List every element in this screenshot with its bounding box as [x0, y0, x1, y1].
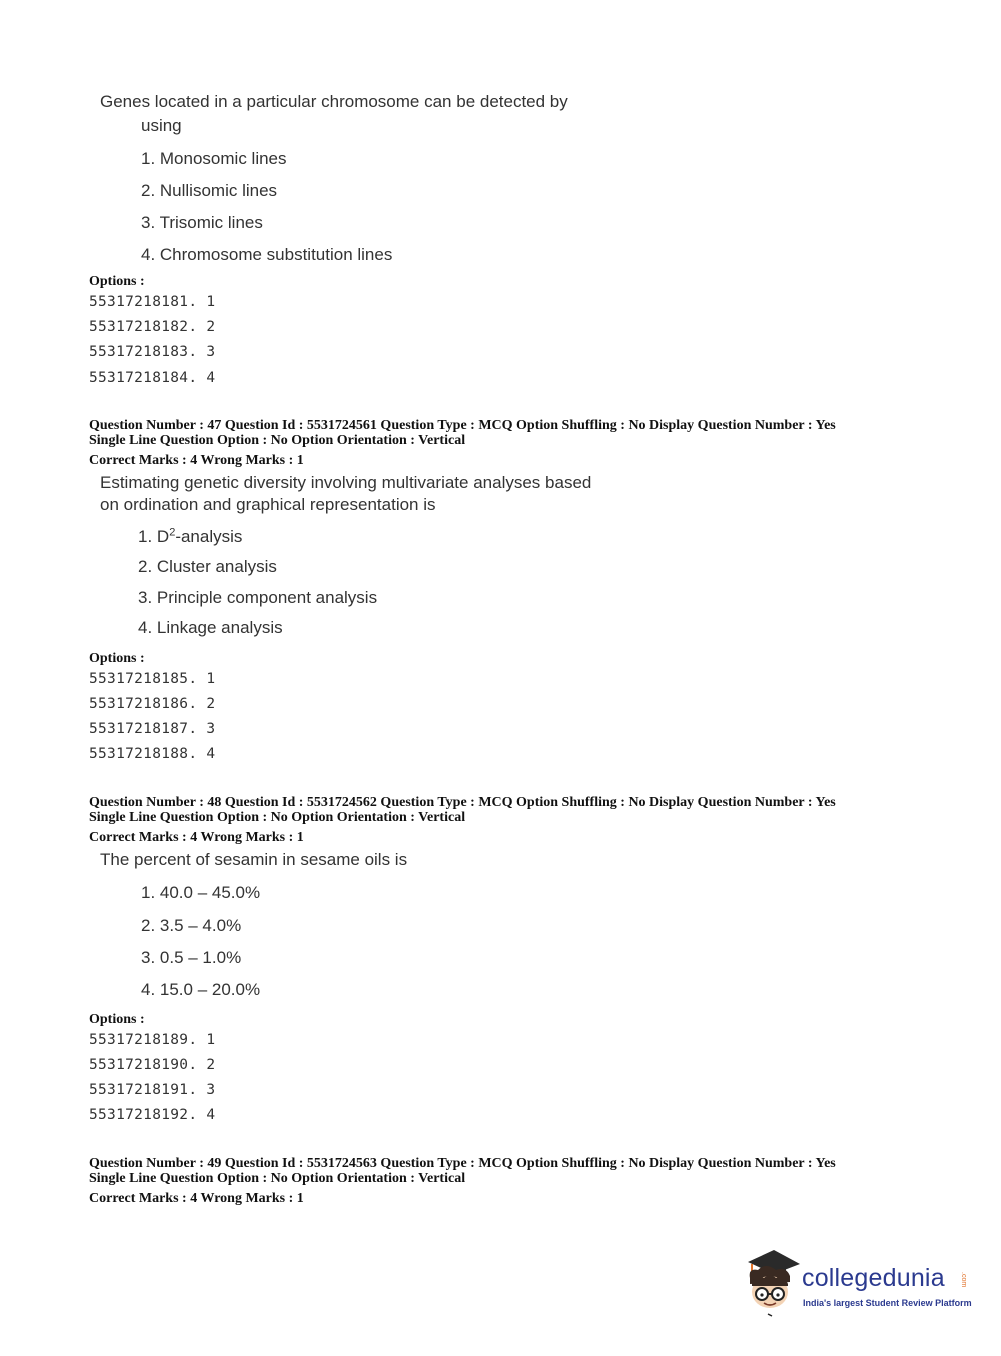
question-47-option-2: 55317218186. 2 — [89, 696, 216, 712]
question-49-meta-line2: Single Line Question Option : No Option Orientation : Vertical — [89, 1171, 466, 1186]
question-46-item-4: 4. Chromosome substitution lines — [141, 245, 393, 264]
question-46-item-1: 1. Monosomic lines — [141, 149, 287, 168]
question-47-item-1 — [138, 526, 242, 548]
mascot-icon — [742, 1248, 802, 1318]
question-47-meta-line2: Single Line Question Option : No Option Orientation : Vertical — [89, 433, 466, 448]
question-46-text-line1: Genes located in a particular chromosome can be detected by — [100, 92, 568, 111]
question-46-option-3: 55317218183. 3 — [89, 344, 216, 360]
collegedunia-logo — [742, 1248, 972, 1323]
question-47-text-line2: on ordination and graphical representation is — [100, 495, 436, 514]
question-48-option-4: 55317218192. 4 — [89, 1107, 216, 1123]
question-46-item-3: 3. Trisomic lines — [141, 213, 263, 232]
question-46-option-2: 55317218182. 2 — [89, 319, 216, 335]
question-46-text-line2: using — [141, 116, 182, 135]
question-48-text-line1: The percent of sesamin in sesame oils is — [100, 850, 408, 869]
question-47-item-2: 2. Cluster analysis — [138, 557, 277, 576]
question-48-option-2: 55317218190. 2 — [89, 1057, 216, 1073]
question-48-option-1: 55317218189. 1 — [89, 1032, 216, 1048]
question-47-item-3: 3. Principle component analysis — [138, 588, 378, 607]
question-47-item-1-superscript: 2 — [169, 526, 176, 539]
question-48-meta-line1: Question Number : 48 Question Id : 5531724562 Question Type : MCQ Option Shuffling : No Display Question Number : Yes — [89, 795, 836, 810]
logo-tagline: India's largest Student Review Platform — [803, 1298, 972, 1308]
question-48-options-label: Options : — [89, 1012, 145, 1027]
question-47-meta-line1: Question Number : 47 Question Id : 5531724561 Question Type : MCQ Option Shuffling : No Display Question Number : Yes — [89, 418, 836, 433]
question-49-marks: Correct Marks : 4 Wrong Marks : 1 — [89, 1191, 304, 1206]
question-47-item-1-suffix: -analysis — [175, 527, 243, 546]
question-47-marks: Correct Marks : 4 Wrong Marks : 1 — [89, 453, 304, 468]
question-47-text-line1: Estimating genetic diversity involving multivariate analyses based — [100, 473, 592, 492]
question-48-marks: Correct Marks : 4 Wrong Marks : 1 — [89, 830, 304, 845]
question-48-item-4: 4. 15.0 – 20.0% — [141, 980, 261, 999]
question-49-meta-line1: Question Number : 49 Question Id : 5531724563 Question Type : MCQ Option Shuffling : No Display Question Number : Yes — [89, 1156, 836, 1171]
question-48-item-2: 2. 3.5 – 4.0% — [141, 916, 242, 935]
question-48-meta-line2: Single Line Question Option : No Option Orientation : Vertical — [89, 810, 466, 825]
question-48-option-3: 55317218191. 3 — [89, 1082, 216, 1098]
question-46-options-label: Options : — [89, 274, 145, 289]
question-46-item-2: 2. Nullisomic lines — [141, 181, 278, 200]
question-46-option-1: 55317218181. 1 — [89, 294, 216, 310]
logo-domain-suffix: .com — [960, 1272, 967, 1288]
question-48-item-3: 3. 0.5 – 1.0% — [141, 948, 242, 967]
question-48-item-1: 1. 40.0 – 45.0% — [141, 883, 261, 902]
question-47-option-3: 55317218187. 3 — [89, 721, 216, 737]
question-47-option-1: 55317218185. 1 — [89, 671, 216, 687]
question-47-item-1-prefix: 1. D — [138, 527, 170, 546]
question-47-option-4: 55317218188. 4 — [89, 746, 216, 762]
question-46-option-4: 55317218184. 4 — [89, 370, 216, 386]
question-47-options-label: Options : — [89, 651, 145, 666]
question-47-item-4: 4. Linkage analysis — [138, 618, 283, 637]
logo-name: collegedunia — [802, 1264, 945, 1292]
